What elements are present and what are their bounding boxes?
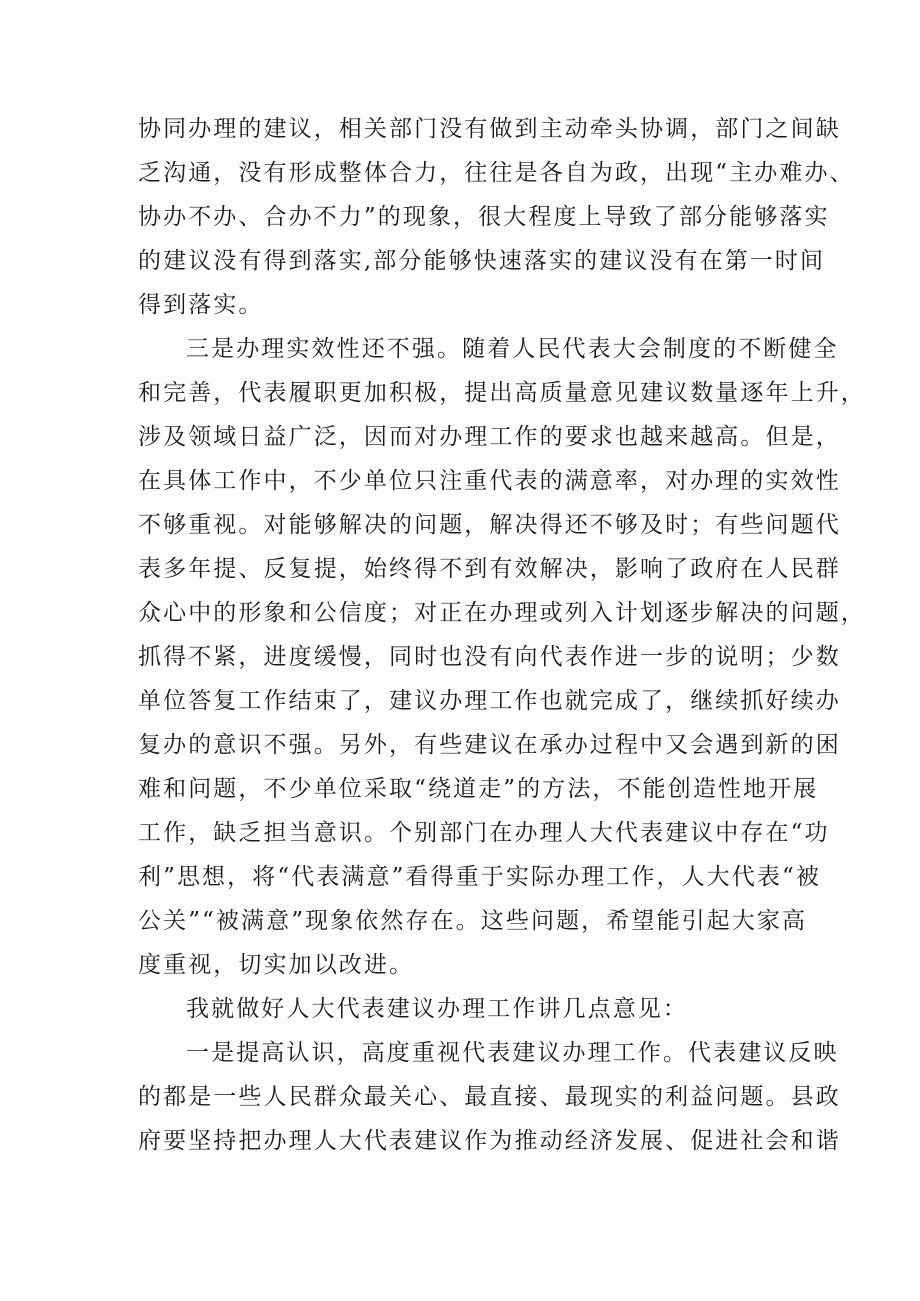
text-line: 协办不办、合办不力”的现象，很大程度上导致了部分能够落实 — [138, 204, 830, 230]
text-line: 乏沟通，没有形成整体合力，往往是各自为政，出现“主办难办、 — [138, 160, 855, 186]
text-line: 利”思想，将“代表满意”看得重于实际办理工作，人大代表“被 — [138, 864, 821, 890]
text-line: 公关”“被满意”现象依然存在。这些问题，希望能引起大家高 — [138, 908, 808, 934]
text-line: 府要坚持把办理人大代表建议作为推动经济发展、促进社会和谐 — [138, 1128, 841, 1154]
text-line: 抓得不紧，进度缓慢，同时也没有向代表作进一步的说明；少数 — [138, 644, 841, 670]
text-line: 难和问题，不少单位采取“绕道走”的方法，不能创造性地开展 — [138, 776, 819, 802]
text-line: 单位答复工作结束了，建议办理工作也就完成了，继续抓好续办 — [138, 688, 841, 714]
paragraph-start-line: 一是提高认识，高度重视代表建议办理工作。代表建议反映 — [186, 1040, 839, 1066]
text-line: 众心中的形象和公信度；对正在办理或列入计划逐步解决的问题， — [138, 600, 866, 626]
text-line: 涉及领域日益广泛，因而对办理工作的要求也越来越高。但是， — [138, 424, 841, 450]
text-line: 在具体工作中，不少单位只注重代表的满意率，对办理的实效性 — [138, 468, 841, 494]
text-line: 不够重视。对能够解决的问题，解决得还不够及时；有些问题代 — [138, 512, 841, 538]
paragraph-start-line: 我就做好人大代表建议办理工作讲几点意见： — [186, 996, 688, 1022]
text-line: 的都是一些人民群众最关心、最直接、最现实的利益问题。县政 — [138, 1084, 841, 1110]
text-line: 表多年提、反复提，始终得不到有效解决，影响了政府在人民群 — [138, 556, 841, 582]
text-line: 协同办理的建议，相关部门没有做到主动牵头协调，部门之间缺 — [138, 116, 841, 142]
text-line: 工作，缺乏担当意识。个别部门在办理人大代表建议中存在“功 — [138, 820, 830, 846]
text-line: 和完善，代表履职更加积极，提出高质量意见建议数量逐年上升， — [138, 380, 866, 406]
text-line: 得到落实。 — [138, 292, 264, 318]
text-line: 度重视，切实加以改进。 — [138, 952, 415, 978]
paragraph-start-line: 三是办理实效性还不强。随着人民代表大会制度的不断健全 — [186, 336, 839, 362]
text-line: 复办的意识不强。另外，有些建议在承办过程中又会遇到新的困 — [138, 732, 841, 758]
text-line: 的建议没有得到落实,部分能够快速落实的建议没有在第一时间 — [138, 248, 826, 274]
